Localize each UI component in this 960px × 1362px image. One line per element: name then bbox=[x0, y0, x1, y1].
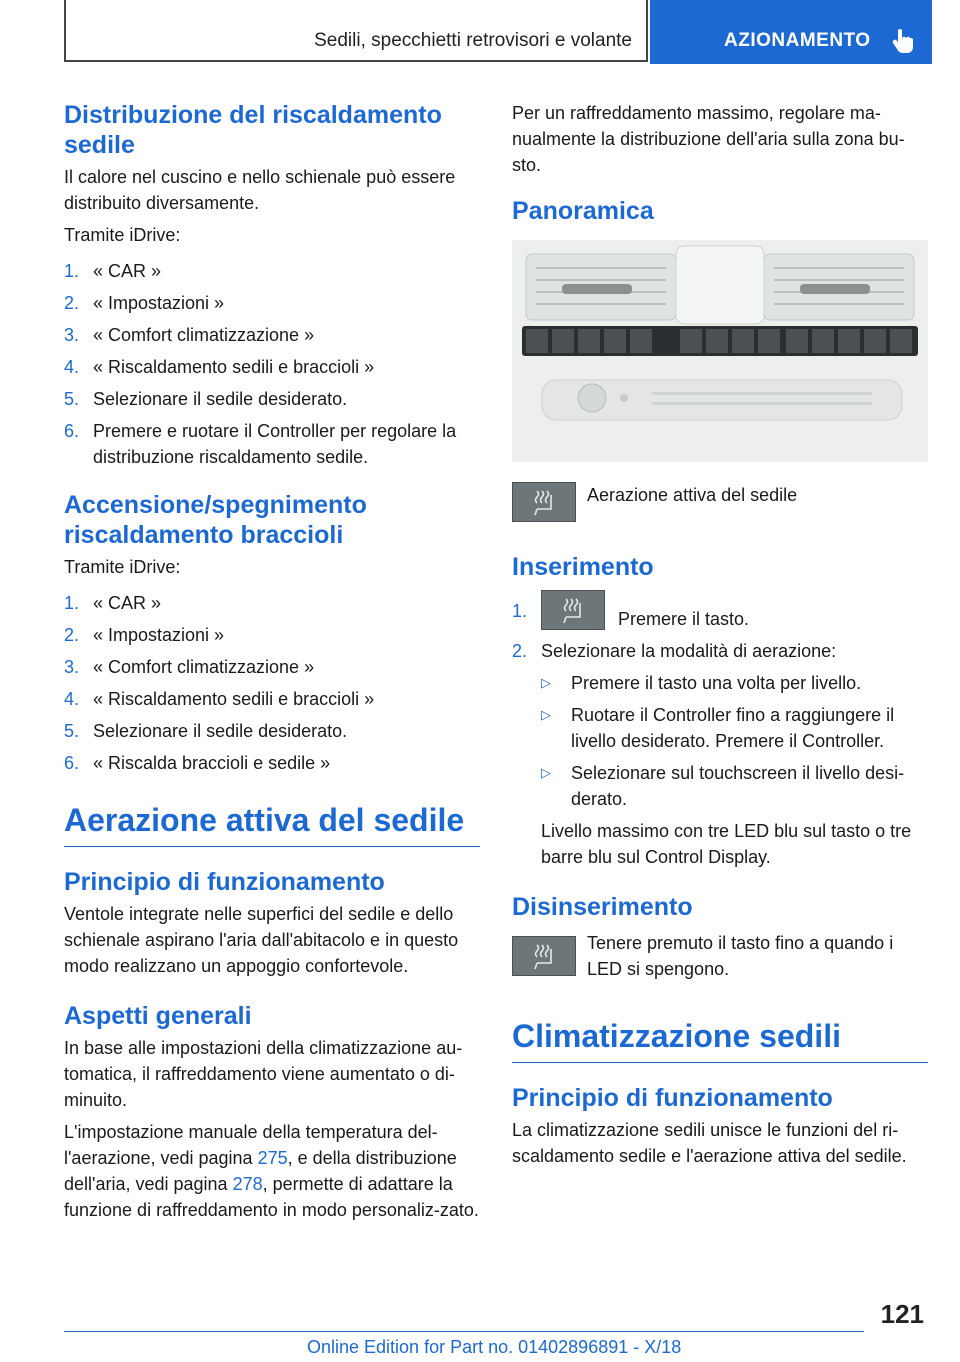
list-item: 4. « Riscaldamento sedili e braccioli » bbox=[64, 689, 375, 709]
heading-seat-climate: Climatizzazione sedili bbox=[512, 1016, 928, 1063]
list-item: 1. « CAR » bbox=[64, 261, 162, 281]
list-item: 2. « Impostazioni » bbox=[64, 625, 225, 645]
list-item: 5. Selezionare il sedile desiderato. bbox=[64, 389, 348, 409]
list-item: 2. « Impostazioni » bbox=[64, 293, 225, 313]
triangle-bullet-icon: ▷ bbox=[541, 764, 551, 780]
chapter-tab bbox=[650, 0, 932, 64]
page-link-275[interactable]: 275 bbox=[257, 1148, 288, 1168]
list-item: 1. « CAR » bbox=[64, 593, 162, 613]
heading-active-seat-ventilation: Aerazione attiva del sedile bbox=[64, 800, 480, 847]
list-item: 6. « Riscalda braccioli e sedile » bbox=[64, 753, 331, 773]
heading-switching-on: Inserimento bbox=[512, 553, 654, 581]
paragraph: Il calore nel cuscino e nello schienale può essere distribuito diversamente. bbox=[64, 167, 456, 213]
climate-panel-photo bbox=[512, 240, 928, 462]
heading-overview: Panoramica bbox=[512, 197, 654, 225]
heading-operating-principle: Principio di funzionamento bbox=[64, 868, 385, 896]
climate-panel-image bbox=[512, 240, 928, 462]
paragraph: Tramite iDrive: bbox=[64, 225, 181, 245]
steps-list-2 bbox=[64, 590, 480, 776]
footer-divider bbox=[64, 1331, 864, 1332]
section-tab bbox=[64, 0, 648, 62]
footer-edition: Online Edition for Part no. 01402896891 - X/18 bbox=[307, 1337, 682, 1357]
seat-ventilation-button-icon bbox=[512, 936, 576, 976]
list-item: 6. Premere e ruotare il Controller per regolare la distribuzione riscaldamento sedile. bbox=[64, 421, 457, 467]
list-item: ▷ Selezionare sul touchscreen il livello desi-derato. bbox=[541, 760, 928, 812]
list-item: 2. Selezionare la modalità di aerazione: bbox=[512, 640, 837, 661]
heading-seat-heat-distribution: Distribuzione del riscaldamento sedile bbox=[64, 101, 442, 159]
seat-ventilation-button-icon bbox=[541, 590, 605, 630]
chapter-title: AZIONAMENTO bbox=[724, 30, 871, 51]
heading-general-aspects: Aspetti generali bbox=[64, 1002, 252, 1030]
paragraph: Ventole integrate nelle superfici del sedile e dello schienale aspirano l'aria dall'abitacolo e in questo modo realizzano un appoggio confortevole. bbox=[64, 904, 459, 976]
hand-pointer-icon bbox=[892, 28, 914, 54]
list-item: ▷ Ruotare il Controller fino a raggiungere il livello desiderato. Premere il Controller. bbox=[541, 702, 928, 754]
paragraph: Per un raffreddamento massimo, regolare ma-nualmente la distribuzione dell'aria sulla zona bu-sto. bbox=[512, 103, 905, 175]
caption-text: Aerazione attiva del sedile bbox=[587, 485, 798, 505]
list-item: 3. « Comfort climatizzazione » bbox=[64, 325, 315, 345]
paragraph: Tramite iDrive: bbox=[64, 557, 181, 577]
list-item: ▷ Premere il tasto una volta per livello. bbox=[541, 670, 928, 696]
left-column bbox=[64, 100, 480, 1229]
heading-operating-principle: Principio di funzionamento bbox=[512, 1083, 833, 1112]
ventilation-mode-list bbox=[512, 670, 928, 812]
list-item: 1. Premere il tasto. bbox=[512, 590, 928, 632]
page-header bbox=[64, 0, 932, 64]
paragraph: Livello massimo con tre LED blu sul tasto o tre barre blu sul Control Display. bbox=[541, 820, 912, 867]
page-number: 121 bbox=[880, 1299, 924, 1329]
steps-list-3 bbox=[512, 590, 928, 664]
triangle-bullet-icon: ▷ bbox=[541, 674, 551, 690]
section-title: Sedili, specchietti retrovisori e volante bbox=[314, 30, 632, 51]
paragraph: In base alle impostazioni della climatizzazione au-tomatica, il raffreddamento viene aumentato o di-minuito. bbox=[64, 1038, 463, 1110]
list-item: 5. Selezionare il sedile desiderato. bbox=[64, 721, 348, 741]
seat-ventilation-button-icon bbox=[512, 482, 576, 522]
heading-switching-off: Disinserimento bbox=[512, 892, 693, 921]
triangle-bullet-icon: ▷ bbox=[541, 706, 551, 722]
switch-off-row bbox=[512, 930, 928, 982]
list-item: 3. « Comfort climatizzazione » bbox=[64, 657, 315, 677]
page-link-278[interactable]: 278 bbox=[232, 1174, 263, 1194]
paragraph: L'impostazione manuale della temperatura del-l'aerazione, vedi pagina 275, e della distribuzione dell'aria, vedi pagina 278, permette di adattare la funzione di raffreddamento in modo personaliz-zato. bbox=[64, 1122, 479, 1220]
steps-list-1 bbox=[64, 258, 480, 470]
caption-row bbox=[512, 482, 928, 526]
list-item: 4. « Riscaldamento sedili e braccioli » bbox=[64, 357, 375, 377]
right-column bbox=[512, 100, 928, 1175]
paragraph: La climatizzazione sedili unisce le funzioni del ri-scaldamento sedile e l'aerazione attiva del sedile. bbox=[512, 1119, 907, 1166]
heading-armrest-heating: Accensione/spegnimento riscaldamento braccioli bbox=[64, 491, 367, 549]
switch-off-text: Tenere premuto il tasto fino a quando i LED si spengono. bbox=[587, 932, 894, 979]
